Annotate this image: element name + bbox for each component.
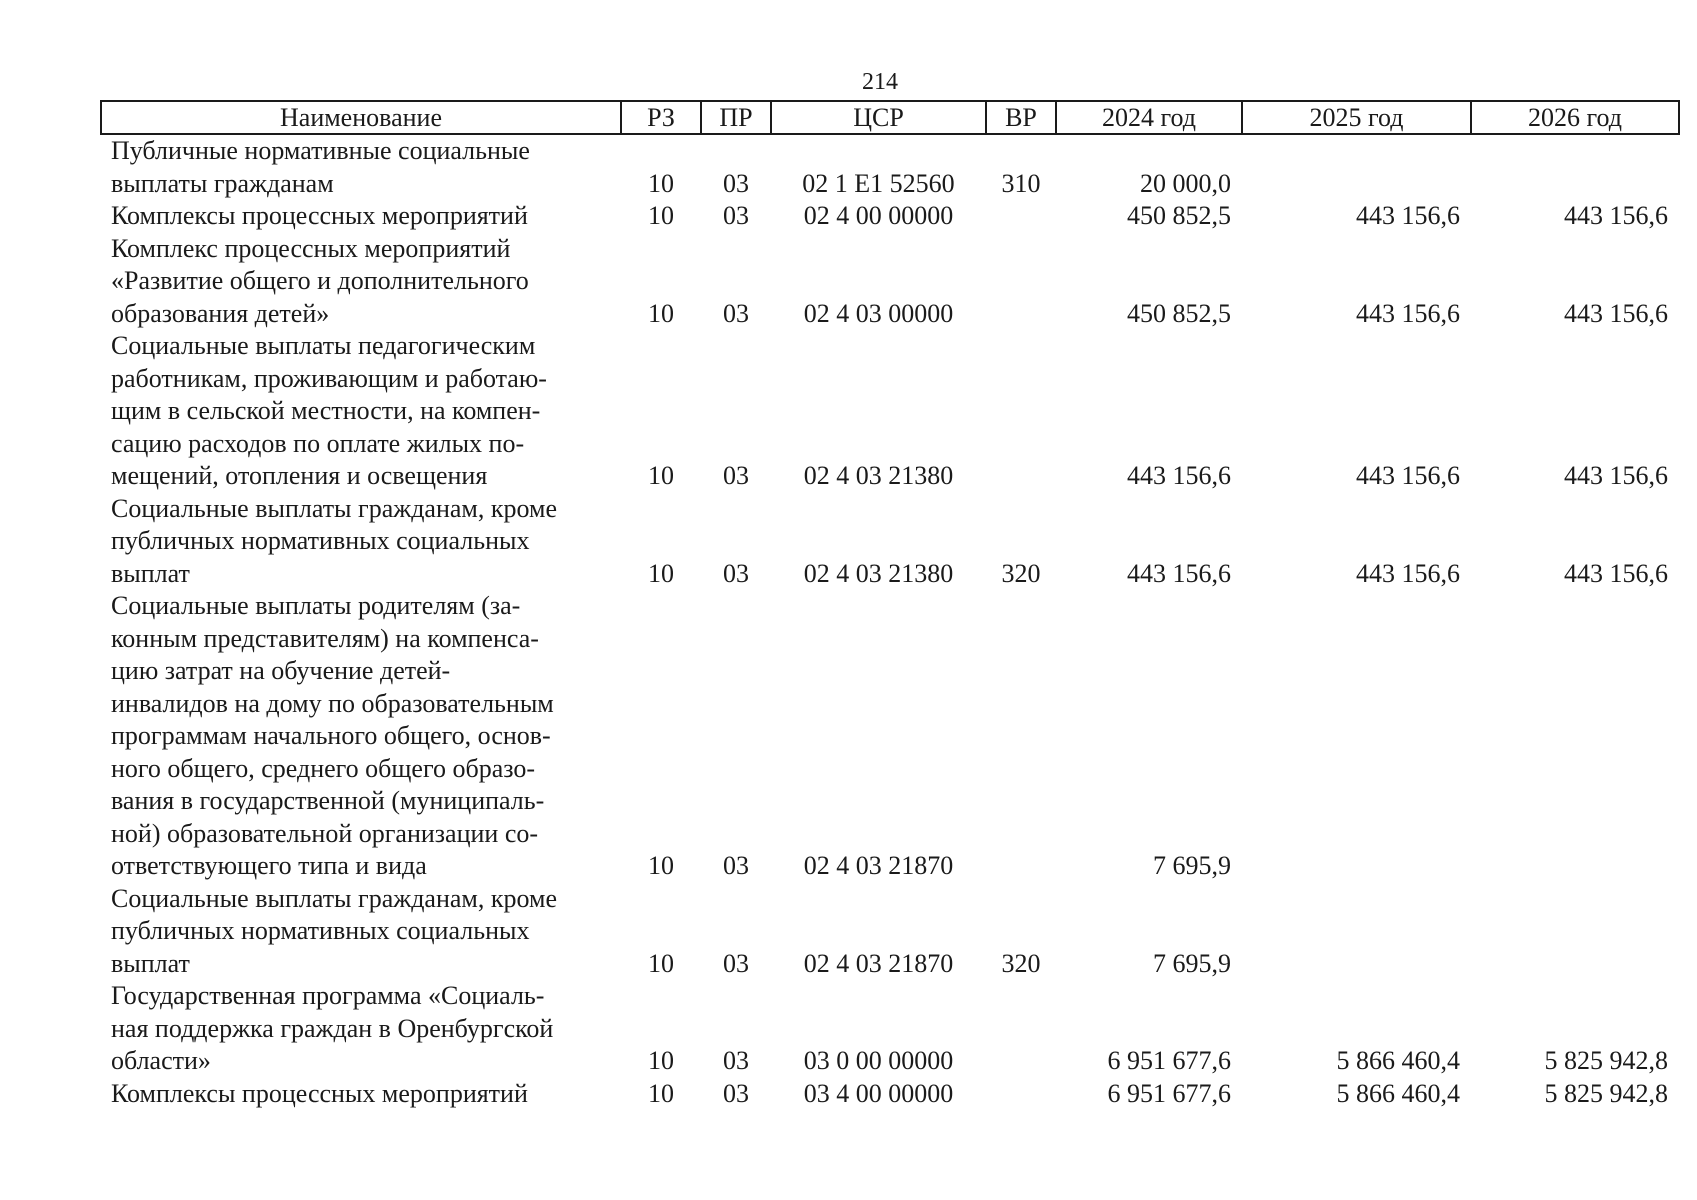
name-line: инвалидов на дому по образовательным — [111, 688, 554, 718]
cell-pr: 03 — [723, 851, 749, 880]
cell-name — [101, 330, 621, 493]
cell-2024: 20 000,0 — [1140, 168, 1231, 198]
name-line: образования детей» — [111, 298, 330, 328]
cell-rz: 10 — [648, 948, 674, 978]
cell-name — [101, 1078, 621, 1111]
table-row — [101, 200, 1679, 233]
name-line: Комплекс процессных мероприятий — [111, 233, 511, 263]
cell-rz: 10 — [648, 851, 674, 880]
header-vr: ВР — [986, 101, 1056, 134]
name-line: Социальные выплаты родителям (за- — [111, 591, 521, 620]
cell-2026 — [1471, 883, 1679, 981]
cell-2024: 6 951 677,6 — [1107, 1046, 1231, 1075]
name-line: программам начального общего, основ- — [111, 721, 551, 750]
cell-rz: 10 — [648, 298, 674, 328]
table-row — [101, 590, 1679, 883]
name-line: сацию расходов по оплате жилых по- — [111, 428, 525, 458]
name-line: публичных нормативных социальных — [111, 916, 530, 945]
cell-2026 — [1471, 134, 1679, 200]
cell-csr: 02 4 03 21870 — [803, 948, 954, 978]
name-line: мещений, отопления и освещения — [111, 461, 488, 490]
cell-2024: 7 695,9 — [1153, 948, 1231, 978]
cell-2025 — [1242, 883, 1471, 981]
table-header — [101, 101, 1679, 134]
name-line: Комплексы процессных мероприятий — [111, 1078, 528, 1108]
cell-vr — [986, 590, 1056, 883]
name-line: ной) образовательной организации со- — [111, 818, 539, 848]
name-line: выплат — [111, 948, 190, 978]
name-line: щим в сельской местности, на компен- — [111, 396, 541, 425]
cell-csr: 02 4 03 21380 — [803, 461, 954, 490]
table-row — [101, 233, 1679, 331]
cell-rz: 10 — [648, 461, 674, 490]
cell-2024: 443 156,6 — [1127, 461, 1231, 490]
cell-pr: 03 — [723, 558, 749, 588]
cell-name — [101, 590, 621, 883]
header-2026: 2026 год — [1471, 101, 1679, 134]
cell-2026: 443 156,6 — [1564, 298, 1668, 328]
cell-vr — [986, 330, 1056, 493]
cell-2024: 450 852,5 — [1127, 201, 1231, 230]
cell-vr — [986, 980, 1056, 1078]
table-row — [101, 883, 1679, 981]
budget-table — [100, 100, 1680, 1110]
cell-2024: 7 695,9 — [1153, 851, 1231, 880]
cell-pr: 03 — [723, 201, 749, 230]
cell-rz: 10 — [648, 168, 674, 198]
header-row — [101, 101, 1679, 134]
cell-vr: 320 — [1001, 948, 1041, 978]
cell-2025 — [1242, 134, 1471, 200]
cell-vr — [986, 1078, 1056, 1111]
cell-rz: 10 — [648, 558, 674, 588]
name-line: цию затрат на обучение детей- — [111, 656, 451, 685]
cell-2026: 443 156,6 — [1564, 201, 1668, 230]
table-body — [101, 134, 1679, 1110]
cell-2026: 5 825 942,8 — [1544, 1078, 1668, 1108]
cell-name — [101, 233, 621, 331]
cell-2026: 443 156,6 — [1564, 461, 1668, 490]
cell-rz: 10 — [648, 201, 674, 230]
cell-csr: 03 4 00 00000 — [803, 1078, 954, 1108]
cell-2025: 5 866 460,4 — [1336, 1046, 1460, 1075]
header-2024: 2024 год — [1056, 101, 1242, 134]
name-line: Государственная программа «Социаль- — [111, 981, 545, 1010]
name-line: ответствующего типа и вида — [111, 851, 427, 880]
cell-csr: 02 4 00 00000 — [803, 201, 954, 230]
table-row — [101, 1078, 1679, 1111]
cell-2025 — [1242, 590, 1471, 883]
cell-2025: 5 866 460,4 — [1336, 1078, 1460, 1108]
cell-2024: 6 951 677,6 — [1107, 1078, 1231, 1108]
cell-vr: 310 — [1001, 168, 1041, 198]
name-line: Публичные нормативные социальные — [111, 136, 530, 165]
header-csr: ЦСР — [771, 101, 986, 134]
header-2025: 2025 год — [1242, 101, 1471, 134]
header-pr: ПР — [701, 101, 771, 134]
cell-pr: 03 — [723, 298, 749, 328]
cell-2024: 443 156,6 — [1127, 558, 1231, 588]
cell-vr: 320 — [1001, 558, 1041, 588]
name-line: работникам, проживающим и работаю- — [111, 363, 547, 393]
cell-pr: 03 — [723, 168, 749, 198]
cell-name — [101, 200, 621, 233]
cell-name — [101, 980, 621, 1078]
cell-pr: 03 — [723, 461, 749, 490]
cell-csr: 02 1 E1 52560 — [802, 168, 955, 198]
cell-name — [101, 134, 621, 200]
name-line: Социальные выплаты гражданам, кроме — [111, 493, 557, 523]
cell-2026: 5 825 942,8 — [1544, 1046, 1668, 1075]
cell-rz: 10 — [648, 1078, 674, 1108]
name-line: выплаты гражданам — [111, 168, 334, 198]
cell-2024: 450 852,5 — [1127, 298, 1231, 328]
cell-name — [101, 493, 621, 591]
header-rz: РЗ — [621, 101, 701, 134]
cell-2025: 443 156,6 — [1356, 461, 1460, 490]
cell-2026: 443 156,6 — [1564, 558, 1668, 588]
cell-2025: 443 156,6 — [1356, 298, 1460, 328]
name-line: публичных нормативных социальных — [111, 526, 530, 555]
table-row — [101, 134, 1679, 200]
cell-csr: 02 4 03 00000 — [803, 298, 954, 328]
cell-2025: 443 156,6 — [1356, 558, 1460, 588]
page-number: 214 — [862, 69, 898, 95]
cell-csr: 02 4 03 21380 — [803, 558, 954, 588]
table-row — [101, 980, 1679, 1078]
name-line: Комплексы процессных мероприятий — [111, 201, 528, 230]
name-line: Социальные выплаты гражданам, кроме — [111, 883, 557, 913]
cell-name — [101, 883, 621, 981]
cell-vr — [986, 200, 1056, 233]
cell-pr: 03 — [723, 948, 749, 978]
cell-csr: 02 4 03 21870 — [803, 851, 954, 880]
cell-csr: 03 0 00 00000 — [803, 1046, 954, 1075]
cell-pr: 03 — [723, 1046, 749, 1075]
header-name: Наименование — [101, 101, 621, 134]
cell-vr — [986, 233, 1056, 331]
table-row — [101, 330, 1679, 493]
table-row — [101, 493, 1679, 591]
cell-rz: 10 — [648, 1046, 674, 1075]
name-line: «Развитие общего и дополнительного — [111, 266, 529, 295]
cell-2025: 443 156,6 — [1356, 201, 1460, 230]
name-line: области» — [111, 1046, 211, 1075]
name-line: выплат — [111, 558, 190, 588]
cell-2026 — [1471, 590, 1679, 883]
name-line: вания в государственной (муниципаль- — [111, 786, 545, 815]
name-line: ного общего, среднего общего образо- — [111, 753, 536, 783]
name-line: Социальные выплаты педагогическим — [111, 331, 536, 360]
name-line: ная поддержка граждан в Оренбургской — [111, 1013, 554, 1043]
cell-pr: 03 — [723, 1078, 749, 1108]
name-line: конным представителям) на компенса- — [111, 623, 539, 653]
